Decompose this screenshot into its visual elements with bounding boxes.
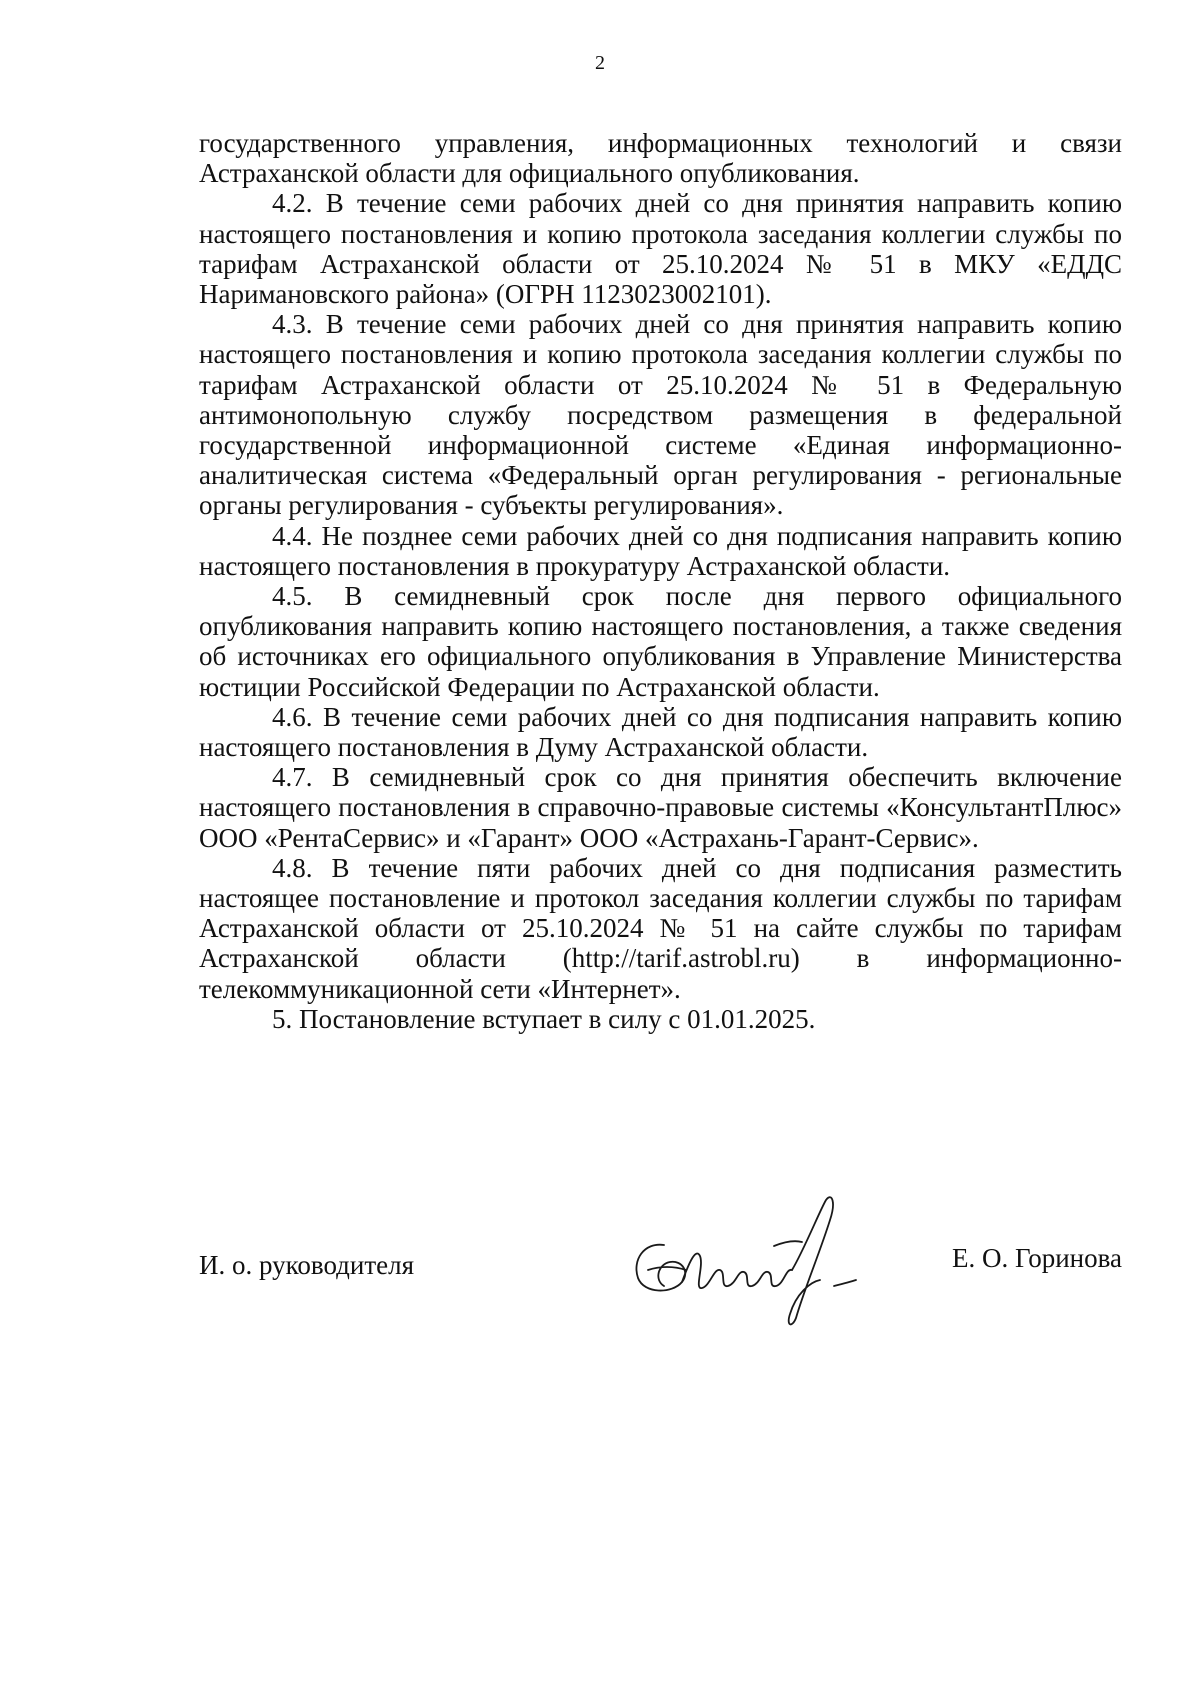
paragraph-5: 5. Постановление вступает в силу с 01.01.2025. [272, 1003, 816, 1034]
signature-block [199, 1205, 1122, 1345]
paragraph-4-2: 4.2. В течение семи рабочих дней со дня принятия направить копию настоящего постановления и копию протокола заседания коллегии службы по тарифам Астраханской области от 25.10.2024 № 51 в МКУ «ЕДДС Наримановского района» (ОГРН 1123023002101). [199, 188, 1122, 310]
paragraph-4-7: 4.7. В семидневный срок со дня принятия обеспечить включение настоящего постановления в справочно-правовые системы «КонсультантПлюс» ООО «РентаСервис» и «Гарант» ООО «Астрахань-Гарант-Сервис». [199, 762, 1122, 853]
paragraph-4-6: 4.6. В течение семи рабочих дней со дня подписания направить копию настоящего постановления в Думу Астраханской области. [199, 701, 1122, 763]
paragraph-4-1-continuation: государственного управления, информационных технологий и связи Астраханской области для официального опубликования. [199, 128, 1122, 189]
paragraph-4-5: 4.5. В семидневный срок после дня первого официального опубликования направить копию настоящего постановления, а также сведения об источниках его официального опубликования в Управление Министерства юстиции Российской Федерации по Астраханской области. [199, 581, 1122, 702]
signer-name: Е. О. Горинова [951, 1243, 1122, 1273]
handwritten-signature [624, 1190, 864, 1330]
paragraph-4-8: 4.8. В течение пяти рабочих дней со дня подписания разместить настоящее постановление и протокол заседания коллегии службы по тарифам Астраханской области от 25.10.2024 № 51 на сайте службы по тарифам Астраханской области (http://tarif.astrobl.ru) в информационно-телекоммуникационной сети «Интернет». [199, 852, 1122, 1004]
paragraph-4-4: 4.4. Не позднее семи рабочих дней со дня подписания направить копию настоящего постановления в прокуратуру Астраханской области. [199, 520, 1122, 581]
document-body [199, 128, 1122, 1034]
signer-position: И. о. руководителя [199, 1250, 415, 1280]
paragraph-4-3: 4.3. В течение семи рабочих дней со дня принятия направить копию настоящего постановления и копию протокола заседания коллегии службы по тарифам Астраханской области от 25.10.2024 № 51 в Федеральную антимонопольную службу посредством размещения в федеральной государственной информационной системе «Единая информационно-аналитическая система «Федеральный орган регулирования - региональные органы регулирования - субъекты регулирования». [199, 309, 1122, 521]
page-number: 2 [595, 52, 605, 74]
